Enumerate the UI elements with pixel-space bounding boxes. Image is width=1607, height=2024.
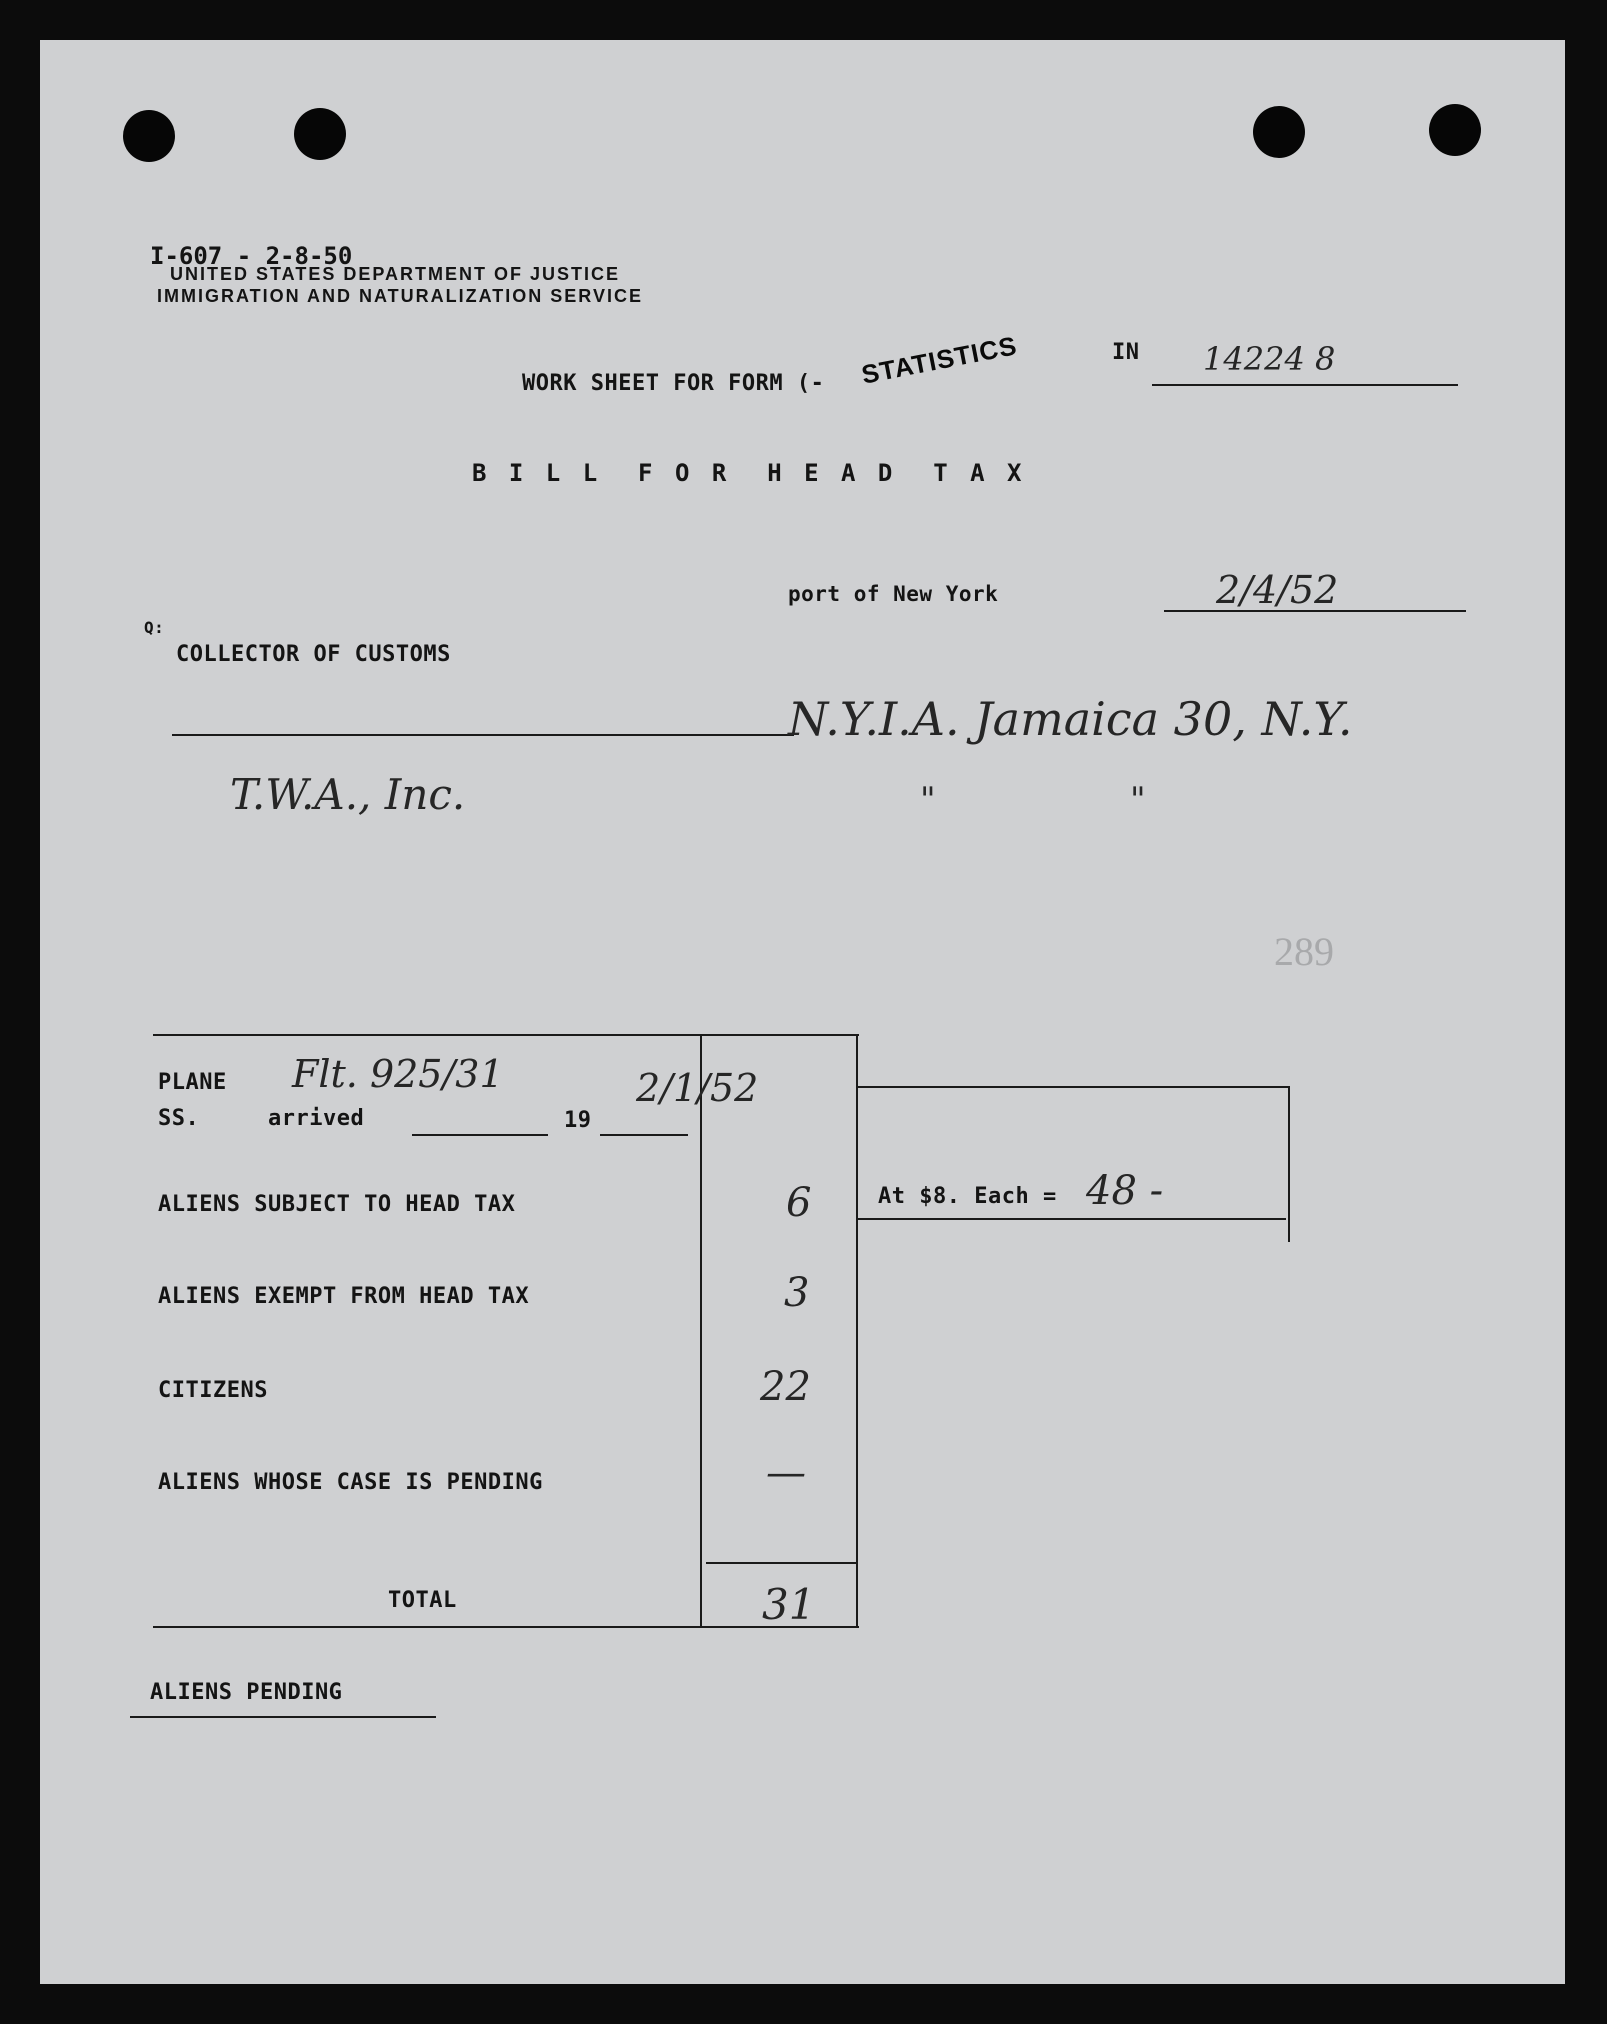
page-number: 289: [1274, 929, 1334, 974]
worksheet-title: WORK SHEET FOR FORM (-: [522, 371, 825, 396]
row-label: ALIENS EXEMPT FROM HEAD TAX: [158, 1284, 530, 1309]
ditto-mark: ": [1130, 780, 1146, 820]
row-label: ALIENS WHOSE CASE IS PENDING: [158, 1470, 543, 1495]
row-value: 3: [784, 1270, 810, 1316]
form-reference: I-607 - 2-8-50: [150, 242, 353, 270]
total-label: TOTAL: [388, 1588, 457, 1613]
arrived-label: arrived: [268, 1106, 365, 1131]
collector-of-customs: COLLECTOR OF CUSTOMS: [176, 642, 451, 667]
year-prefix: 19: [564, 1108, 592, 1133]
tax-amount: 48 -: [1086, 1168, 1164, 1214]
plane-label: PLANE: [158, 1070, 227, 1095]
table-bottom-rule: [153, 1626, 859, 1628]
row-label: CITIZENS: [158, 1378, 268, 1403]
punch-hole: [294, 108, 346, 160]
tax-box-right: [1288, 1086, 1290, 1242]
aliens-pending-label: ALIENS PENDING: [150, 1680, 343, 1705]
tax-box-left: [856, 1084, 858, 1244]
row-label: ALIENS SUBJECT TO HEAD TAX: [158, 1192, 516, 1217]
statistics-stamp: STATISTICS: [859, 330, 1020, 390]
year-line: [600, 1134, 688, 1136]
in-number: 14224 8: [1203, 340, 1336, 378]
row-value: 22: [760, 1364, 811, 1410]
ditto-mark: ": [920, 780, 936, 820]
punch-hole: [1429, 104, 1481, 156]
tax-box-top: [856, 1086, 1290, 1088]
ss-label: SS.: [158, 1106, 200, 1131]
punch-hole: [1253, 106, 1305, 158]
aliens-pending-line: [130, 1716, 436, 1718]
table-top-rule: [153, 1034, 859, 1036]
carrier-name: T.W.A., Inc.: [230, 770, 466, 819]
agency-line-1: UNITED STATES DEPARTMENT OF JUSTICE: [170, 264, 621, 284]
airport-location: N.Y.I.A. Jamaica 30, N.Y.: [788, 692, 1353, 746]
total-value: 31: [762, 1580, 816, 1629]
bill-title: B I L L F O R H E A D T A X: [472, 459, 1026, 487]
arrival-date: 2/1/52: [636, 1066, 759, 1110]
total-rule: [706, 1562, 856, 1564]
flight-number: Flt. 925/31: [292, 1052, 504, 1096]
address-line: [172, 734, 794, 736]
document-page: [40, 40, 1565, 1984]
date-line: [1164, 610, 1466, 612]
arrival-line: [412, 1134, 548, 1136]
in-number-line: [1152, 384, 1458, 386]
tax-rate-label: At $8. Each =: [878, 1184, 1057, 1209]
row-value: —: [766, 1450, 806, 1496]
punch-hole: [123, 110, 175, 162]
row-value: 6: [786, 1180, 812, 1226]
bill-date: 2/4/52: [1216, 568, 1339, 612]
agency-line-2: IMMIGRATION AND NATURALIZATION SERVICE: [157, 286, 643, 306]
tax-box-bottom: [856, 1218, 1286, 1220]
table-divider: [700, 1034, 702, 1628]
in-label: IN: [1112, 340, 1140, 365]
addressee-prefix: Q:: [144, 618, 165, 637]
port-label: port of New York: [788, 582, 999, 606]
